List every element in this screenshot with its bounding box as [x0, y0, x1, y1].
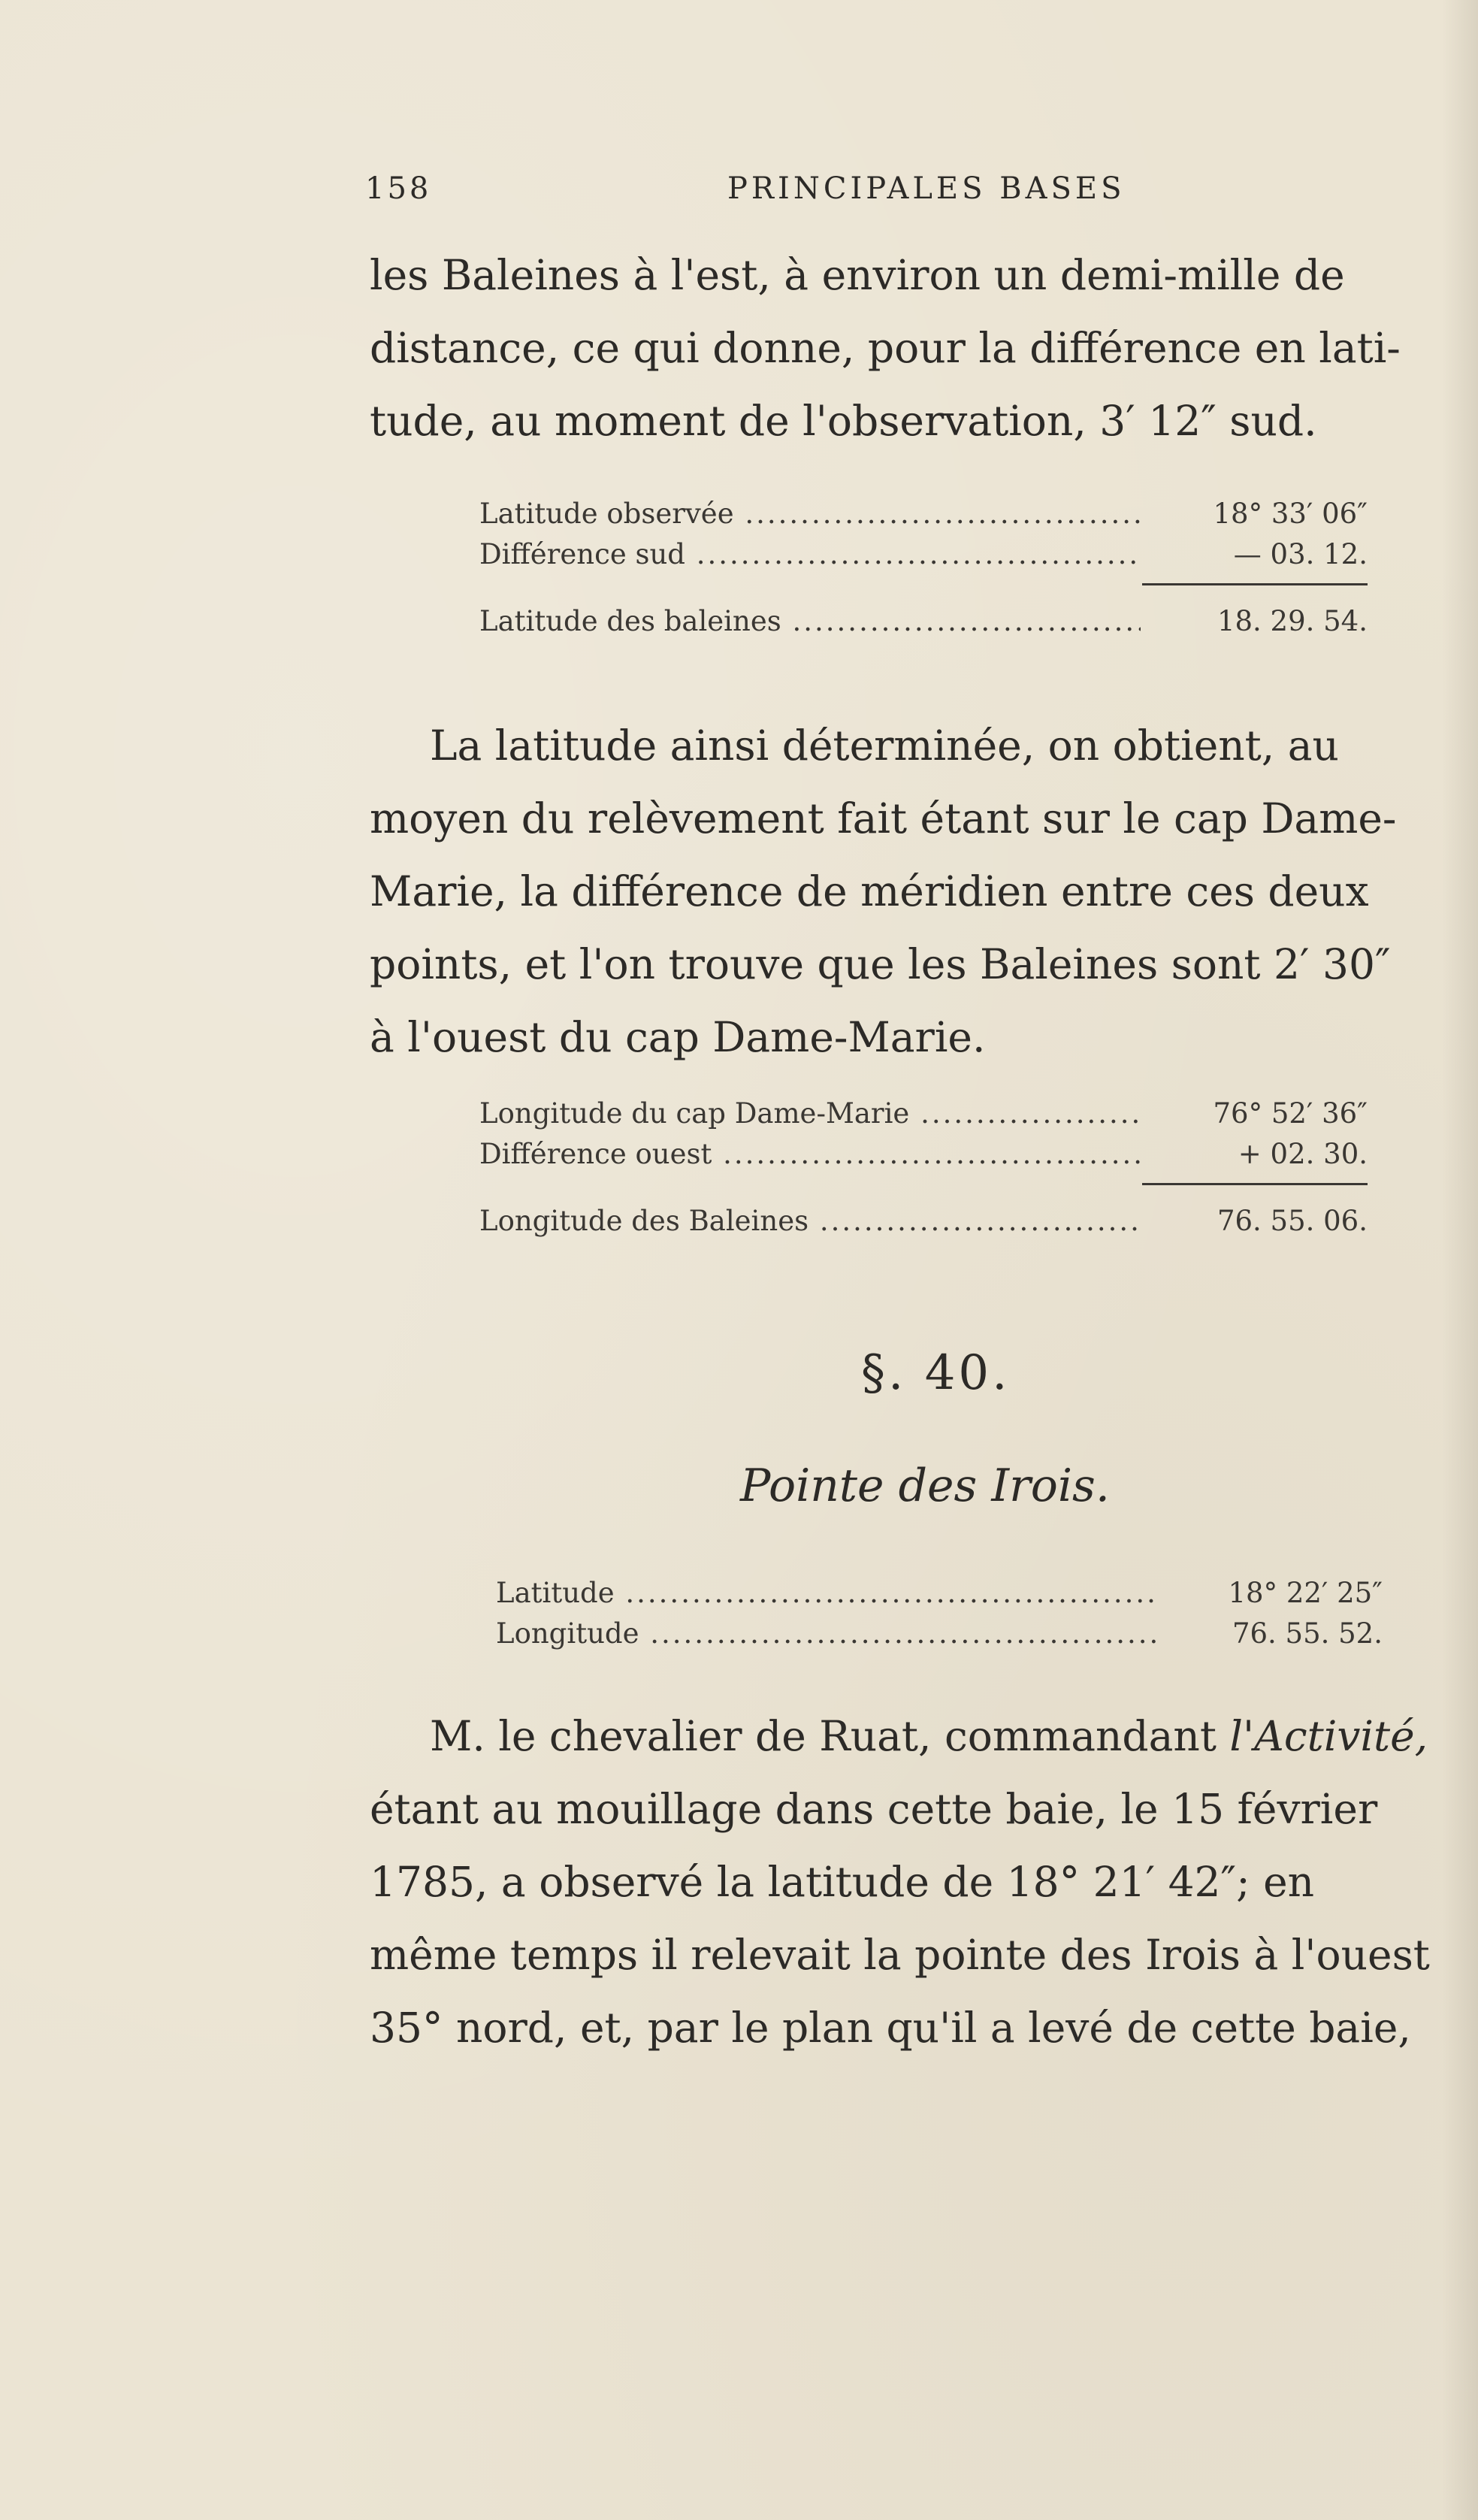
text-line: [370, 1700, 1448, 1773]
text-line: Marie, la différence de méridien entre ces deux: [370, 867, 1369, 915]
text-line: points, et l'on trouve que les Baleines sont 2′ 30″: [370, 940, 1391, 988]
total-value: 18. 29. 54.: [1217, 605, 1368, 637]
section-number: §. 40.: [861, 1345, 1011, 1401]
row-label: Différence ouest .....: [479, 1138, 1141, 1170]
row-value: — 03. 12.: [1233, 538, 1368, 570]
text-line: 1785, a observé la latitude de 18° 21′ 42″; en: [370, 1858, 1315, 1906]
table-row: [479, 498, 1368, 538]
table-row: [479, 538, 1368, 579]
row-value: 18° 33′ 06″: [1213, 498, 1368, 530]
row-label: Latitude observée .....: [479, 498, 1141, 530]
table-row: [479, 1097, 1368, 1138]
row-value: 76° 52′ 36″: [1213, 1097, 1368, 1130]
total-label: Latitude des baleines .....: [479, 605, 1141, 637]
running-head: [365, 167, 1139, 212]
text-line: même temps il relevait la pointe des Irois à l'ouest: [370, 1931, 1430, 1979]
paragraph-ruat-observation: [370, 1700, 1448, 2065]
row-label: Longitude .....: [496, 1617, 1157, 1650]
coordinates-table: [496, 1577, 1383, 1658]
sum-rule: [479, 583, 1368, 585]
text-run: M. le chevalier de Ruat, commandant: [430, 1712, 1217, 1760]
page-number: 158: [365, 171, 432, 206]
row-label: Différence sud .....: [479, 538, 1141, 570]
table-row: [479, 1138, 1368, 1178]
text-line: à l'ouest du cap Dame-Marie.: [370, 1013, 986, 1061]
longitude-calculation-table: [479, 1097, 1368, 1245]
section-title: Pointe des Irois.: [740, 1460, 1110, 1512]
latitude-calculation-table: [479, 498, 1368, 646]
row-value: 76. 55. 52.: [1232, 1617, 1383, 1650]
table-row: [496, 1577, 1383, 1617]
text-line: étant au mouillage dans cette baie, le 15 février: [370, 1785, 1378, 1833]
text-line: les Baleines à l'est, à environ un demi-mille de: [370, 251, 1345, 299]
total-value: 76. 55. 06.: [1217, 1205, 1368, 1237]
table-total-row: [479, 1205, 1368, 1245]
row-label: Latitude .....: [496, 1577, 1157, 1609]
row-value: + 02. 30.: [1238, 1138, 1368, 1170]
text-line: moyen du relèvement fait étant sur le cap Dame-: [370, 794, 1397, 843]
paragraph-baleines-distance: [370, 239, 1448, 458]
table-total-row: [479, 605, 1368, 646]
row-value: 18° 22′ 25″: [1228, 1577, 1383, 1609]
text-line: distance, ce qui donne, pour la différence en lati-: [370, 324, 1401, 372]
sum-rule: [479, 1183, 1368, 1185]
text-line: tude, au moment de l'observation, 3′ 12″ sud.: [370, 397, 1317, 445]
running-title: PRINCIPALES BASES: [727, 171, 1126, 206]
paragraph-latitude-determined: [370, 709, 1448, 1074]
row-label: Longitude du cap Dame-Marie .....: [479, 1097, 1141, 1130]
ship-name: l'Activité,: [1229, 1712, 1428, 1760]
table-row: [496, 1617, 1383, 1658]
total-label: Longitude des Baleines .....: [479, 1205, 1141, 1237]
text-line: La latitude ainsi déterminée, on obtient, au: [430, 722, 1339, 770]
text-line: 35° nord, et, par le plan qu'il a levé de cette baie,: [370, 2004, 1411, 2052]
